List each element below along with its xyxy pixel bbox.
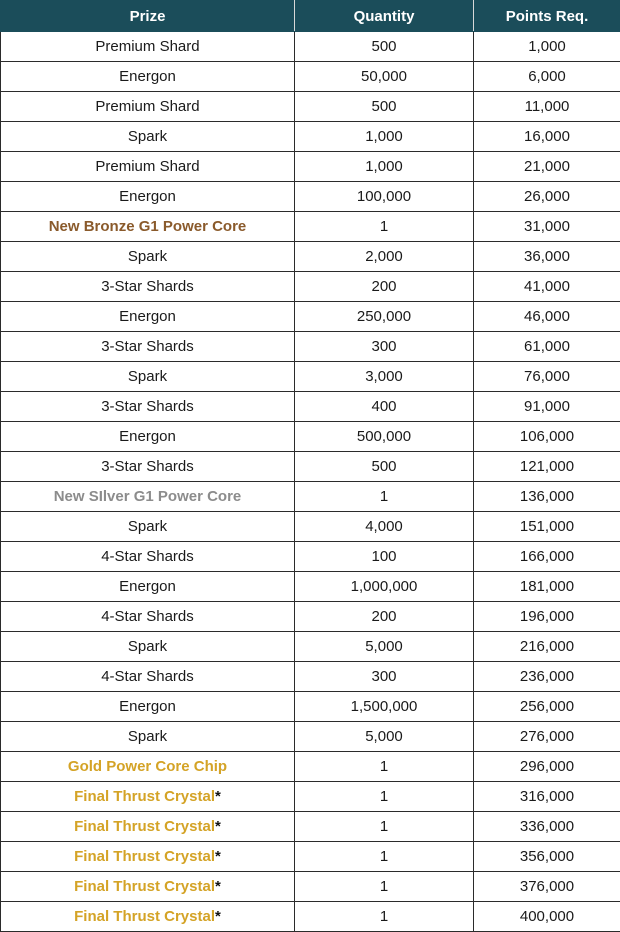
- prize-cell: [1, 302, 295, 332]
- points-cell: 21,000: [474, 152, 620, 182]
- points-cell: 106,000: [474, 422, 620, 452]
- table-row: [1, 692, 620, 722]
- prize-name: New SIlver G1 Power Core: [54, 488, 242, 505]
- points-cell: 196,000: [474, 602, 620, 632]
- quantity-cell: 500: [295, 452, 474, 482]
- quantity-cell: 5,000: [295, 722, 474, 752]
- quantity-cell: 50,000: [295, 62, 474, 92]
- table-row: [1, 722, 620, 752]
- prize-name: Final Thrust Crystal: [74, 878, 215, 895]
- table-row: [1, 242, 620, 272]
- table-row: [1, 212, 620, 242]
- quantity-cell: 100,000: [295, 182, 474, 212]
- prize-cell: [1, 722, 295, 752]
- table-row: [1, 482, 620, 512]
- points-cell: 46,000: [474, 302, 620, 332]
- prize-cell: [1, 662, 295, 692]
- prize-cell: [1, 62, 295, 92]
- prize-cell: [1, 272, 295, 302]
- prize-name: Energon: [119, 68, 176, 85]
- points-cell: 336,000: [474, 812, 620, 842]
- points-cell: 31,000: [474, 212, 620, 242]
- quantity-cell: 3,000: [295, 362, 474, 392]
- points-cell: 76,000: [474, 362, 620, 392]
- table-row: [1, 902, 620, 932]
- prize-name: Spark: [128, 368, 167, 385]
- quantity-cell: 1: [295, 212, 474, 242]
- prize-cell: [1, 212, 295, 242]
- prize-cell: [1, 122, 295, 152]
- points-cell: 91,000: [474, 392, 620, 422]
- quantity-cell: 1: [295, 902, 474, 932]
- prize-name: Energon: [119, 428, 176, 445]
- prize-cell: [1, 32, 295, 62]
- quantity-cell: 400: [295, 392, 474, 422]
- points-cell: 11,000: [474, 92, 620, 122]
- prize-name: Final Thrust Crystal: [74, 848, 215, 865]
- points-cell: 296,000: [474, 752, 620, 782]
- prize-name: Final Thrust Crystal: [74, 788, 215, 805]
- points-cell: 36,000: [474, 242, 620, 272]
- prize-cell: [1, 392, 295, 422]
- table-row: [1, 542, 620, 572]
- table-row: [1, 812, 620, 842]
- prize-cell: [1, 752, 295, 782]
- table-row: [1, 92, 620, 122]
- table-row: [1, 752, 620, 782]
- prize-cell: [1, 182, 295, 212]
- points-cell: 151,000: [474, 512, 620, 542]
- quantity-cell: 250,000: [295, 302, 474, 332]
- table-row: [1, 872, 620, 902]
- quantity-cell: 1,000,000: [295, 572, 474, 602]
- prize-name: Premium Shard: [95, 98, 199, 115]
- prize-name: Spark: [128, 518, 167, 535]
- prize-cell: [1, 842, 295, 872]
- points-cell: 16,000: [474, 122, 620, 152]
- prize-name: 3-Star Shards: [101, 278, 194, 295]
- quantity-cell: 1: [295, 842, 474, 872]
- points-cell: 236,000: [474, 662, 620, 692]
- table-row: [1, 32, 620, 62]
- prize-name: Energon: [119, 698, 176, 715]
- prize-cell: [1, 512, 295, 542]
- quantity-cell: 1: [295, 812, 474, 842]
- prize-cell: [1, 482, 295, 512]
- points-cell: 26,000: [474, 182, 620, 212]
- prize-cell: [1, 572, 295, 602]
- quantity-cell: 100: [295, 542, 474, 572]
- footnote-asterisk: *: [215, 788, 221, 805]
- points-cell: 356,000: [474, 842, 620, 872]
- header-points-req: Points Req.: [474, 1, 620, 32]
- prize-name: Spark: [128, 728, 167, 745]
- footnote-asterisk: *: [215, 908, 221, 925]
- table-row: [1, 182, 620, 212]
- table-row: [1, 302, 620, 332]
- points-cell: 316,000: [474, 782, 620, 812]
- quantity-cell: 1: [295, 782, 474, 812]
- table-row: [1, 422, 620, 452]
- quantity-cell: 500: [295, 92, 474, 122]
- footnote-asterisk: *: [215, 878, 221, 895]
- prize-cell: [1, 422, 295, 452]
- prize-name: Final Thrust Crystal: [74, 908, 215, 925]
- quantity-cell: 300: [295, 662, 474, 692]
- quantity-cell: 300: [295, 332, 474, 362]
- table-row: [1, 842, 620, 872]
- quantity-cell: 500: [295, 32, 474, 62]
- prize-name: 4-Star Shards: [101, 668, 194, 685]
- prize-cell: [1, 332, 295, 362]
- prize-cell: [1, 362, 295, 392]
- prize-name: 3-Star Shards: [101, 398, 194, 415]
- table-row: [1, 392, 620, 422]
- prize-cell: [1, 632, 295, 662]
- header-quantity: Quantity: [295, 1, 474, 32]
- prize-name: 4-Star Shards: [101, 548, 194, 565]
- prize-name: Premium Shard: [95, 158, 199, 175]
- prize-cell: [1, 782, 295, 812]
- prize-name: Spark: [128, 248, 167, 265]
- footnote-asterisk: *: [215, 848, 221, 865]
- points-cell: 1,000: [474, 32, 620, 62]
- prize-name: Gold Power Core Chip: [68, 758, 227, 775]
- points-cell: 6,000: [474, 62, 620, 92]
- points-cell: 400,000: [474, 902, 620, 932]
- table-row: [1, 632, 620, 662]
- prize-name: Spark: [128, 128, 167, 145]
- prize-name: 3-Star Shards: [101, 458, 194, 475]
- quantity-cell: 4,000: [295, 512, 474, 542]
- table-row: [1, 602, 620, 632]
- table-row: [1, 782, 620, 812]
- quantity-cell: 5,000: [295, 632, 474, 662]
- prize-name: Premium Shard: [95, 38, 199, 55]
- points-cell: 61,000: [474, 332, 620, 362]
- prize-name: Final Thrust Crystal: [74, 818, 215, 835]
- prize-name: New Bronze G1 Power Core: [49, 218, 247, 235]
- quantity-cell: 2,000: [295, 242, 474, 272]
- points-cell: 166,000: [474, 542, 620, 572]
- quantity-cell: 1: [295, 482, 474, 512]
- prize-cell: [1, 902, 295, 932]
- header-row: [1, 1, 620, 32]
- table-row: [1, 452, 620, 482]
- points-cell: 376,000: [474, 872, 620, 902]
- table-body: [1, 32, 620, 932]
- prize-cell: [1, 692, 295, 722]
- table-row: [1, 572, 620, 602]
- prize-cell: [1, 242, 295, 272]
- quantity-cell: 1: [295, 752, 474, 782]
- prize-cell: [1, 872, 295, 902]
- table-row: [1, 362, 620, 392]
- table-row: [1, 152, 620, 182]
- points-cell: 276,000: [474, 722, 620, 752]
- points-cell: 121,000: [474, 452, 620, 482]
- quantity-cell: 200: [295, 272, 474, 302]
- quantity-cell: 500,000: [295, 422, 474, 452]
- prize-cell: [1, 542, 295, 572]
- quantity-cell: 1: [295, 872, 474, 902]
- points-cell: 136,000: [474, 482, 620, 512]
- prize-name: 4-Star Shards: [101, 608, 194, 625]
- table-row: [1, 332, 620, 362]
- points-cell: 216,000: [474, 632, 620, 662]
- quantity-cell: 1,500,000: [295, 692, 474, 722]
- table-row: [1, 662, 620, 692]
- table-row: [1, 512, 620, 542]
- prize-name: Energon: [119, 308, 176, 325]
- table-row: [1, 62, 620, 92]
- quantity-cell: 1,000: [295, 152, 474, 182]
- prize-cell: [1, 92, 295, 122]
- quantity-cell: 1,000: [295, 122, 474, 152]
- prize-cell: [1, 812, 295, 842]
- prize-name: Spark: [128, 638, 167, 655]
- prize-cell: [1, 602, 295, 632]
- footnote-asterisk: *: [215, 818, 221, 835]
- prize-name: Energon: [119, 578, 176, 595]
- table-row: [1, 272, 620, 302]
- prize-cell: [1, 152, 295, 182]
- points-cell: 181,000: [474, 572, 620, 602]
- points-cell: 41,000: [474, 272, 620, 302]
- points-cell: 256,000: [474, 692, 620, 722]
- header-prize: Prize: [1, 1, 295, 32]
- prize-cell: [1, 452, 295, 482]
- table-row: [1, 122, 620, 152]
- prize-name: 3-Star Shards: [101, 338, 194, 355]
- prize-name: Energon: [119, 188, 176, 205]
- quantity-cell: 200: [295, 602, 474, 632]
